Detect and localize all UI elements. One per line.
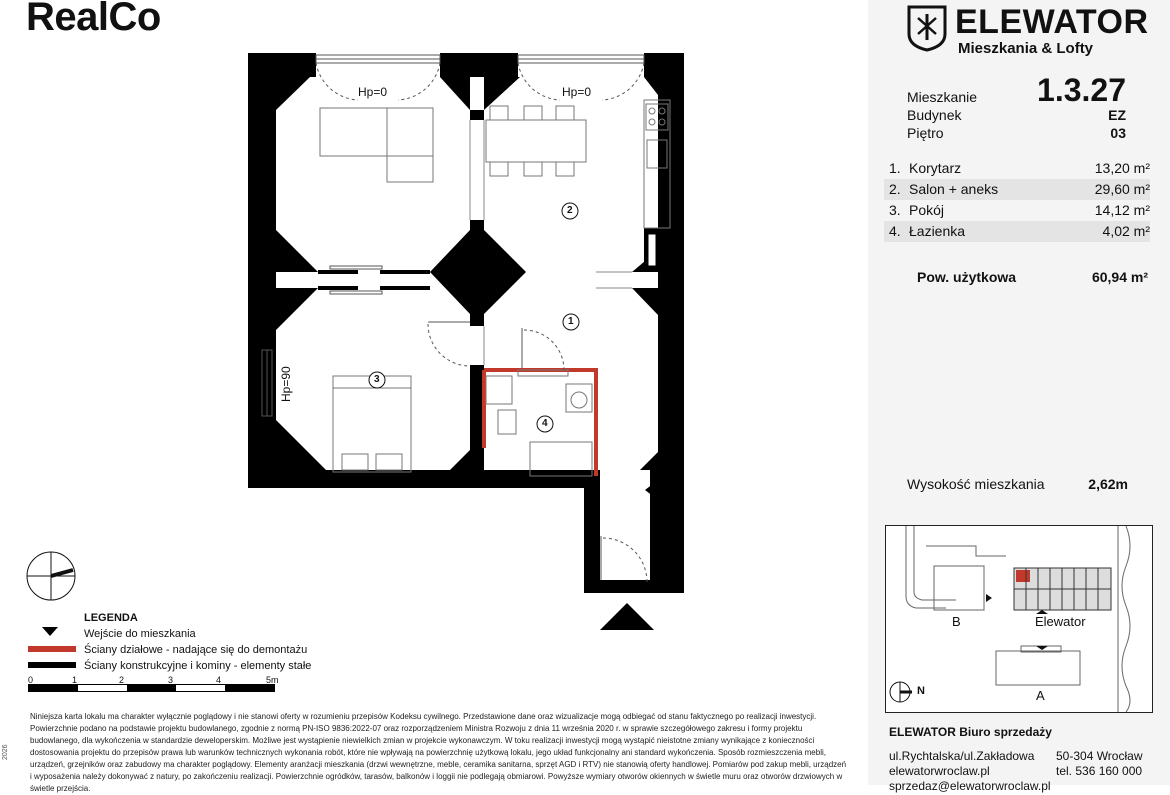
room-marker-1: 1 (568, 316, 574, 327)
site-north-label: N (917, 685, 925, 697)
office-title: ELEWATOR Biuro sprzedaży (889, 725, 1052, 739)
height-label: Wysokość mieszkania (907, 476, 1045, 492)
scale-3: 3 (168, 675, 174, 685)
scale-2: 2 (119, 675, 125, 685)
legend-structural: Ściany konstrukcyjne i kominy - elementy stałe (84, 660, 312, 672)
floor-label: Piętro (907, 125, 944, 141)
site-label-a: A (1036, 688, 1045, 703)
scale-4: 4 (216, 675, 222, 685)
entrance-arrow (598, 603, 656, 630)
structural-walls (248, 53, 684, 593)
site-label-elewator: Elewator (1035, 614, 1086, 629)
year-label: 2026 (2, 744, 9, 760)
room-name: Korytarz (909, 160, 962, 176)
scale-bar (28, 684, 275, 692)
building-value: EZ (1108, 107, 1126, 123)
height-value: 2,62m (1088, 476, 1128, 492)
elewator-shield-logo-icon (906, 4, 948, 52)
scale-0: 0 (28, 675, 34, 685)
legend-entrance: Wejście do mieszkania (84, 628, 196, 640)
office-website-link[interactable]: elewatorwroclaw.pl (889, 764, 990, 778)
scale-5: 5m (266, 675, 279, 685)
site-map (885, 525, 1153, 713)
floor-value: 03 (1110, 125, 1126, 141)
legend-title: LEGENDA (84, 612, 138, 624)
room-marker-4: 4 (542, 418, 548, 429)
doors (428, 322, 647, 582)
usable-area-label: Pow. użytkowa (917, 269, 1017, 285)
office-city: 50-304 Wrocław (1056, 749, 1143, 763)
room-area: 29,60 m² (1094, 181, 1150, 197)
room-marker-3: 3 (374, 374, 380, 385)
entrance-legend-icon (42, 627, 62, 639)
room-number: 2. (889, 181, 901, 197)
office-street: ul.Rychtalska/ul.Zakładowa (889, 749, 1035, 763)
room-name: Pokój (909, 202, 945, 218)
structural-legend-swatch (28, 662, 76, 668)
room-area: 14,12 m² (1094, 202, 1150, 218)
room-row (884, 200, 1150, 221)
scale-1: 1 (72, 675, 78, 685)
logo-subtitle: Mieszkania & Lofty (958, 40, 1094, 57)
building-label: Budynek (907, 107, 962, 123)
windows (262, 55, 644, 416)
brand-logo: RealCo (26, 0, 161, 39)
room-number: 4. (889, 223, 901, 239)
room-row (884, 179, 1150, 200)
room-row (884, 221, 1150, 242)
unit-number: 1.3.27 (1037, 72, 1126, 108)
room-number: 1. (889, 160, 901, 176)
unit-label: Mieszkanie (907, 89, 978, 105)
room-name: Łazienka (909, 223, 966, 239)
site-label-b: B (952, 614, 961, 629)
hp-kitchen-label: Hp=0 (562, 85, 592, 99)
office-phone[interactable]: tel. 536 160 000 (1056, 764, 1143, 778)
legend-partition: Ściany działowe - nadające się do demontażu (84, 644, 308, 656)
hp-bedroom-label: Hp=90 (279, 366, 293, 402)
hp-living-label: Hp=0 (358, 85, 388, 99)
room-number: 3. (889, 202, 901, 218)
logo-title: ELEWATOR (955, 3, 1149, 41)
usable-area-value: 60,94 m² (1091, 269, 1148, 285)
room-area: 4,02 m² (1102, 223, 1150, 239)
room-name: Salon + aneks (909, 181, 999, 197)
compass-icon (25, 550, 77, 602)
partition-legend-swatch (28, 646, 76, 652)
office-email-link[interactable]: sprzedaz@elewatorwroclaw.pl (889, 779, 1051, 793)
disclaimer-text: Niniejsza karta lokalu ma charakter wyłącznie poglądowy i nie stanowi oferty w rozumieniu przepisów Kodeksu cywilnego. Przedstawione dane oraz wizualizacje mogą odbiegać od stanu faktycznego po realizacji inwestycji. Powierzchnie podano na podstawie projektu budowlanego, zgodnie z normą PN-ISO 9836:2022-07 oraz rozporządzeniem Ministra Rozwoju z dnia 11 września 2020 r. w sprawie szczegółowego zakresu i formy projektu budowlanego, dla wykończenia w standardzie deweloperskim. Możliwe jest wystąpienie niewielkich zmian w projekcie wykonawczym. W toku realizacji inwestycji mogą wystąpić nieistotne zmiany wynikające z konieczności dostosowania projektu do przepisów prawa lub warunków technicznych wykonania robót, które nie wpływają na powierzchnię użytkową lokalu, jego układ funkcjonalny ani standard wykończenia. Sposób rozmieszczenia mebli, urządzeń, grzejników oraz zabudowy ma charakter poglądowy. Elementy aranżacji mieszkania (drzwi wewnętrzne, meble, ceramika sanitarna, sprzęt AGD i RTV) nie stanowią oferty handlowej. Pomiarów pod zakup mebli, urządzeń i wyposażenia należy dokonywać z natury, po zakończeniu realizacji. Powierzchnie ogródków, tarasów, balkonów i loggii nie podlegają obmiarowi. Powyższe wymiary otworów okiennych w świetle muru oraz otworów drzwiowych w świetle przejścia. (30, 712, 847, 793)
room-row (884, 158, 1150, 179)
room-area: 13,20 m² (1094, 160, 1150, 176)
room-marker-2: 2 (567, 205, 573, 216)
floor-plan (240, 50, 700, 630)
